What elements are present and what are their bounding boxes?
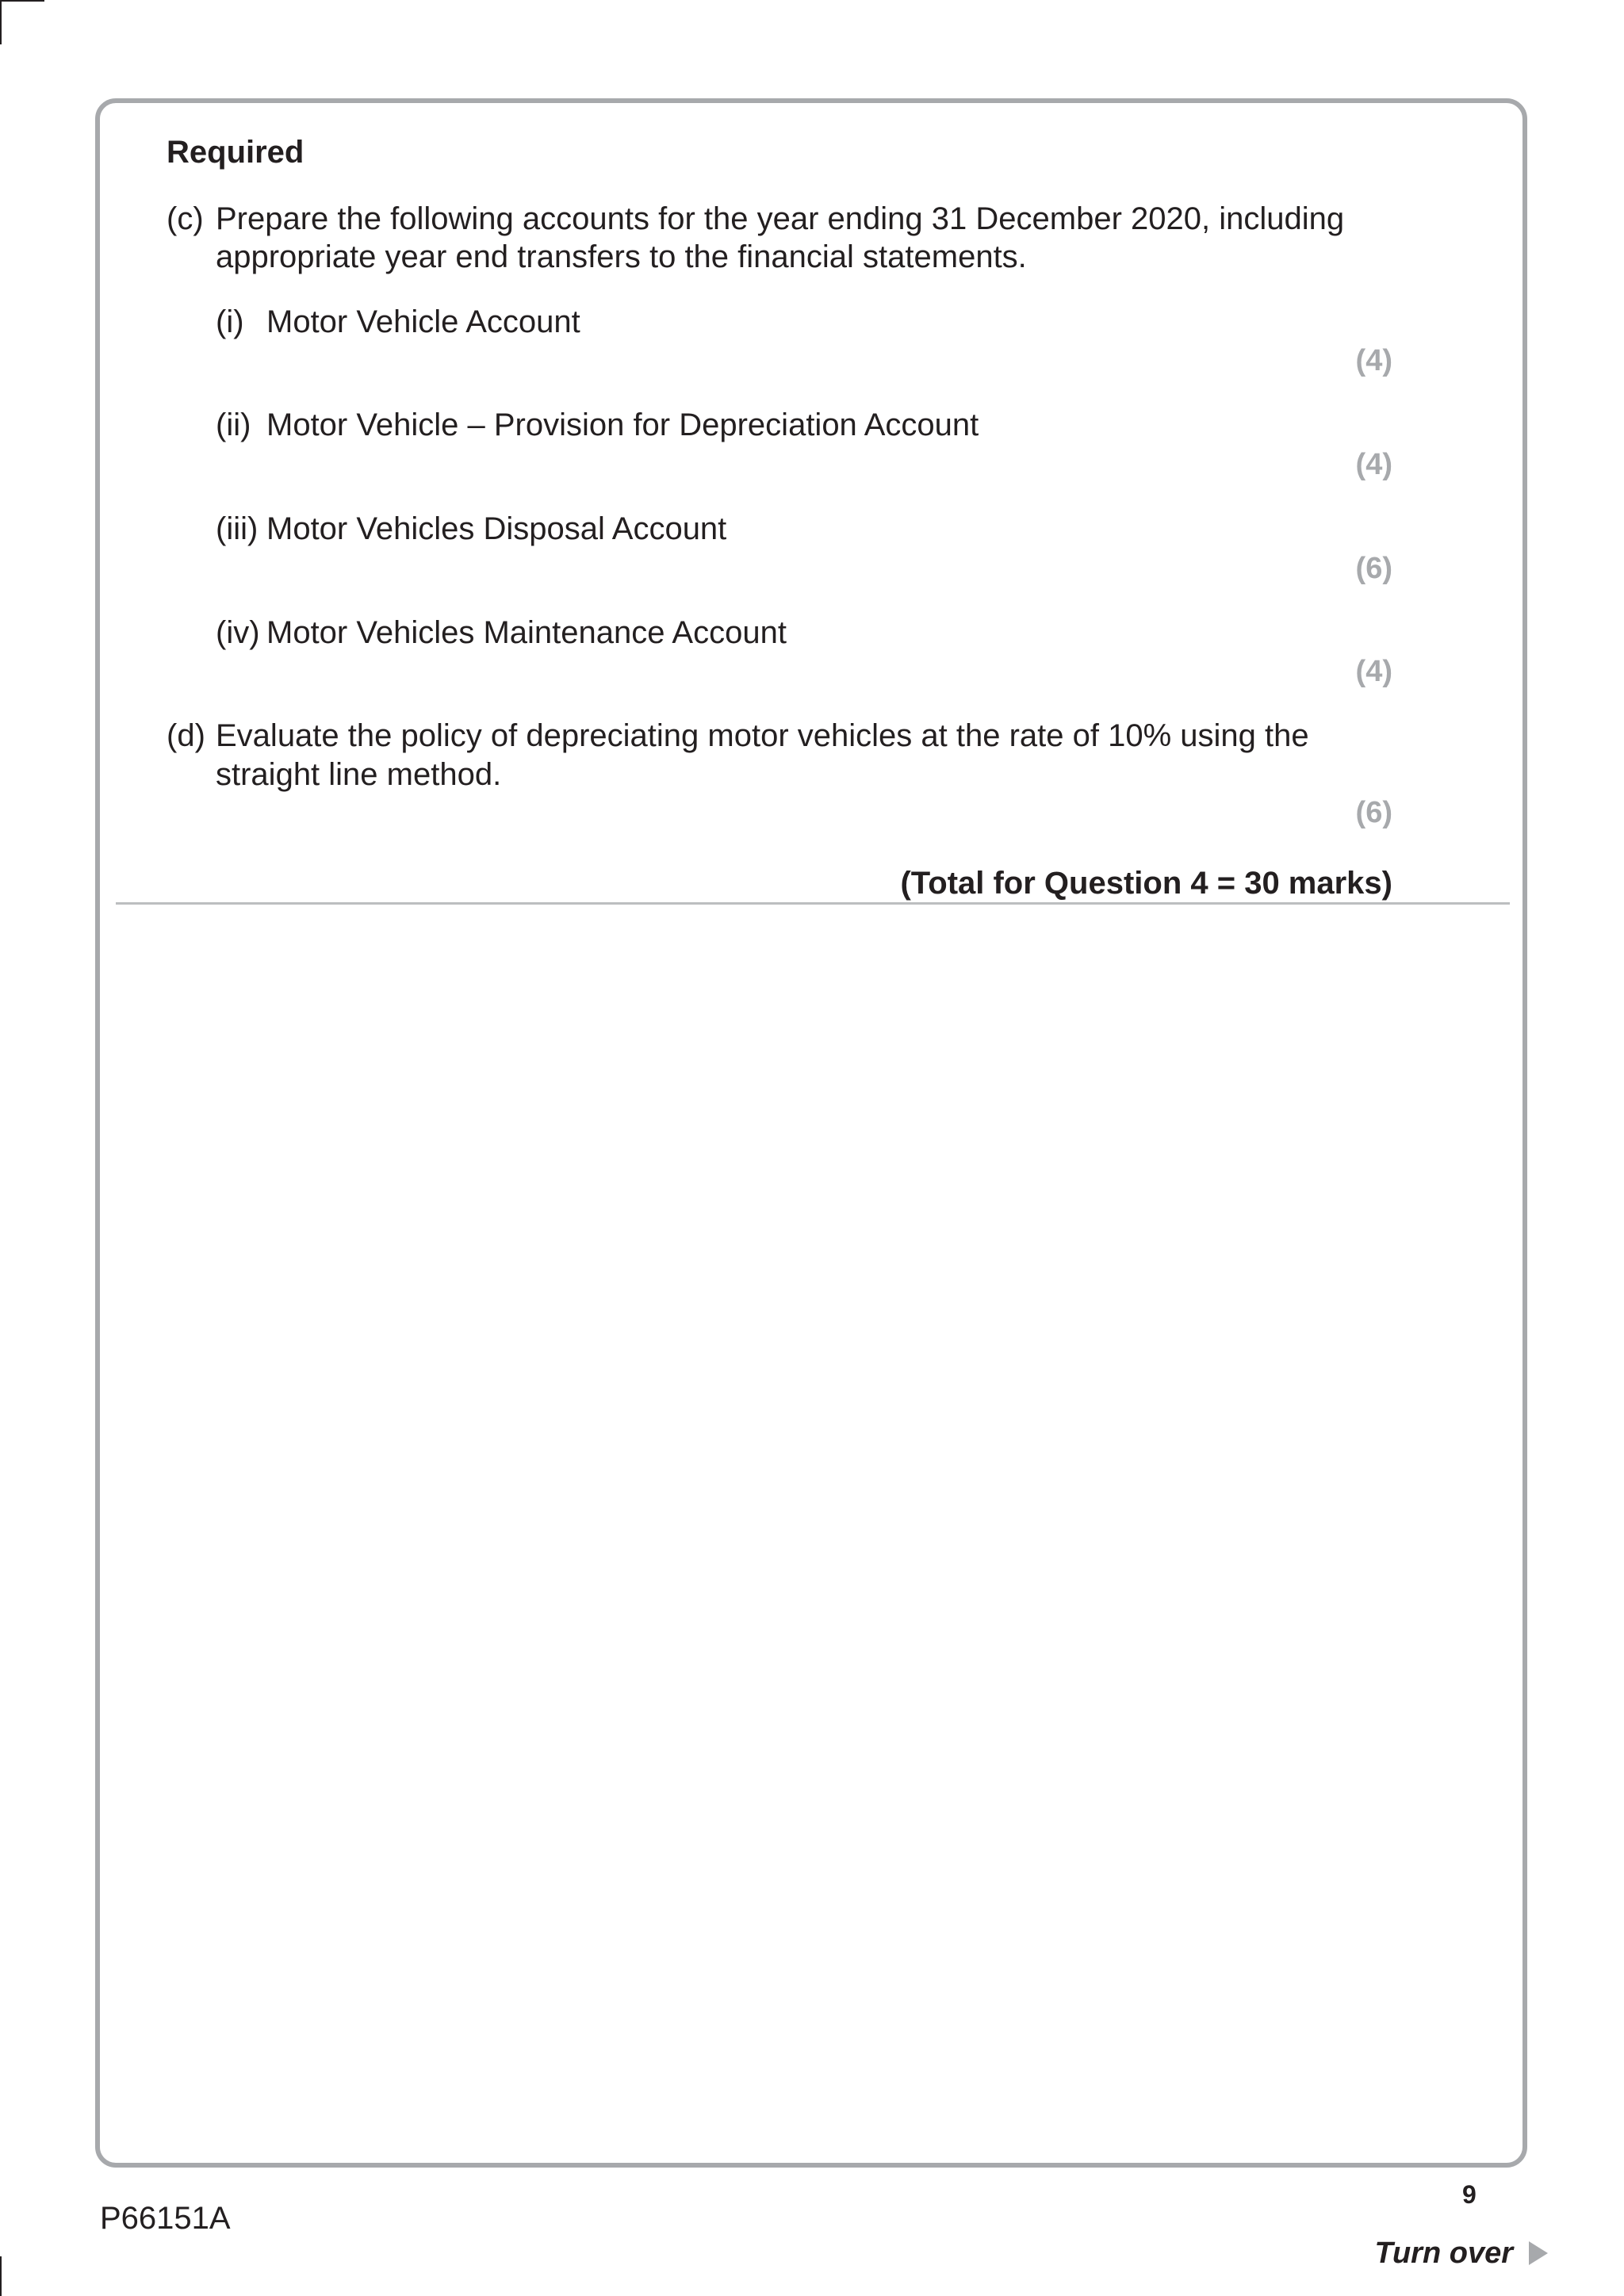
part-d-text-line-2: straight line method.: [216, 757, 502, 792]
crop-mark-top-left-vertical: [0, 0, 2, 44]
item-ii-label: (ii): [216, 408, 251, 442]
item-ii-marks: (4): [1355, 448, 1392, 481]
crop-mark-top-left-horizontal: [0, 0, 44, 2]
paper-code: P66151A: [100, 2201, 231, 2236]
item-i-label: (i): [216, 304, 244, 339]
required-heading: Required: [167, 135, 304, 170]
turn-over-arrow-icon: [1529, 2241, 1548, 2265]
part-c-text-line-1: Prepare the following accounts for the year ending 31 December 2020, including: [216, 201, 1345, 236]
turn-over: [1374, 2235, 1548, 2271]
item-iv-label: (iv): [216, 615, 260, 650]
item-i-text: Motor Vehicle Account: [266, 304, 580, 339]
crop-mark-bottom-left-vertical: [0, 2256, 2, 2296]
part-c-text-line-2: appropriate year end transfers to the financial statements.: [216, 239, 1027, 274]
item-iv-marks: (4): [1355, 655, 1392, 688]
item-iv-text: Motor Vehicles Maintenance Account: [266, 615, 787, 650]
part-d-text-line-1: Evaluate the policy of depreciating motor vehicles at the rate of 10% using the: [216, 718, 1309, 753]
question-total: (Total for Question 4 = 30 marks): [900, 866, 1392, 901]
part-d-marks: (6): [1355, 796, 1392, 829]
part-d-label: (d): [167, 718, 205, 753]
item-iii-marks: (6): [1355, 552, 1392, 585]
item-iii-text: Motor Vehicles Disposal Account: [266, 511, 727, 546]
part-c-label: (c): [167, 201, 204, 236]
page-number: 9: [1462, 2180, 1477, 2209]
item-i-marks: (4): [1355, 344, 1392, 377]
total-divider: [116, 902, 1510, 905]
item-iii-label: (iii): [216, 511, 259, 546]
turn-over-label: Turn over: [1374, 2237, 1513, 2270]
item-ii-text: Motor Vehicle – Provision for Depreciation Account: [266, 408, 979, 442]
